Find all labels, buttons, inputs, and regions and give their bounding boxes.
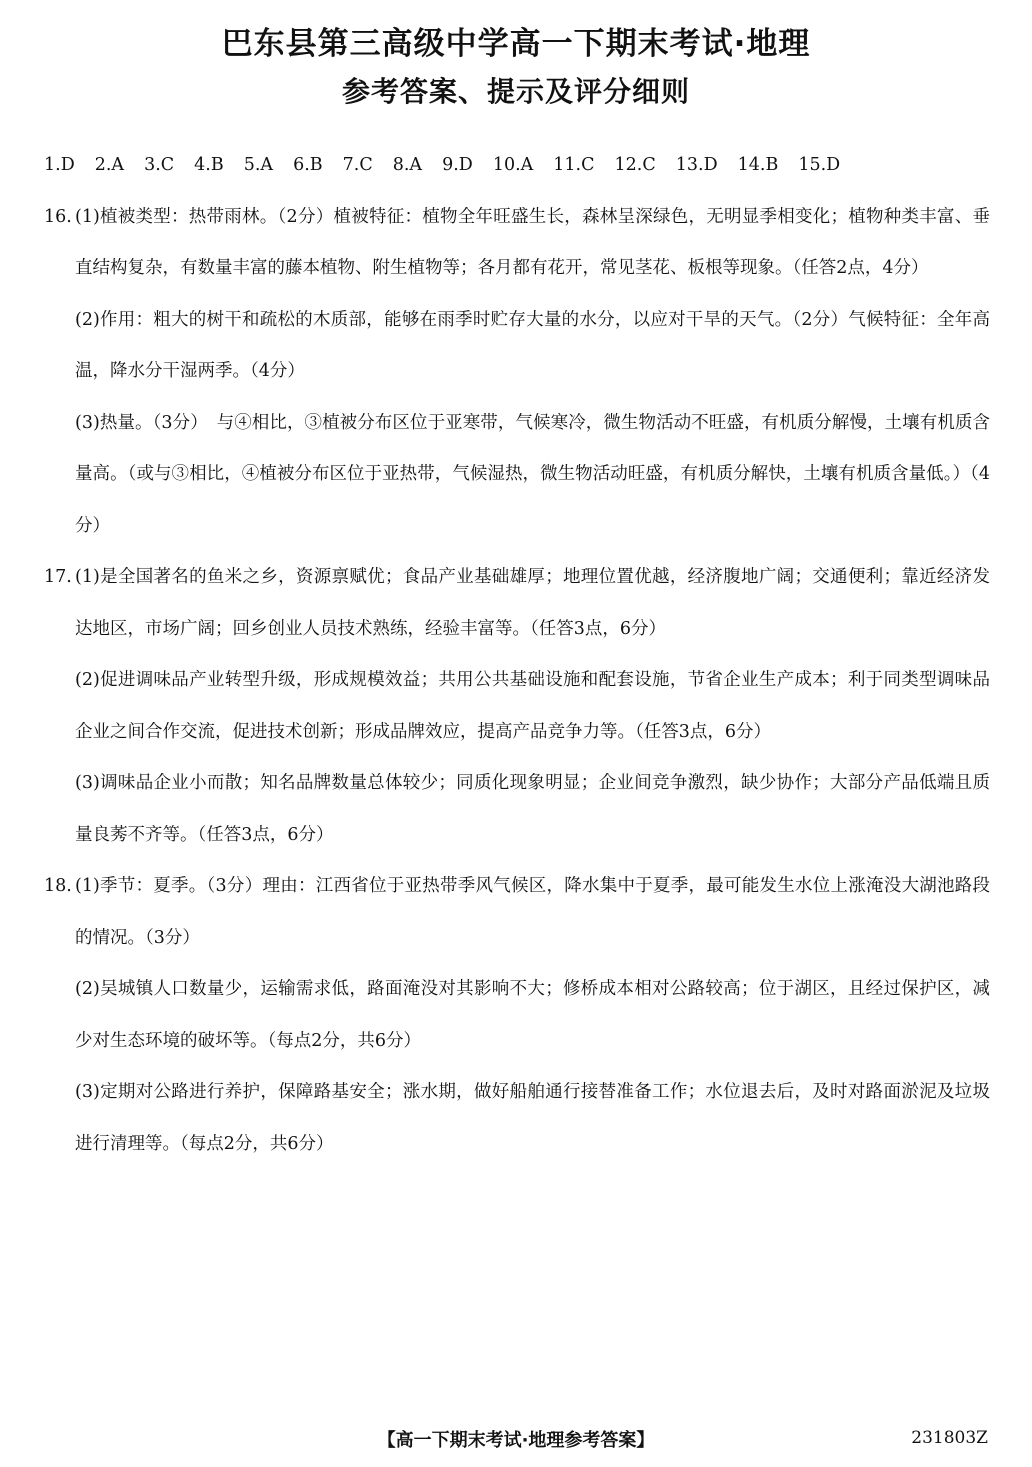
mc-answer: 10.A (492, 155, 534, 175)
question-18 (44, 861, 990, 1170)
footer-title: 【高一下期末考试·地理参考答案】 (377, 1430, 655, 1451)
mc-answer: 8.A (392, 155, 423, 175)
question-number: 18. (44, 876, 72, 896)
question-17 (44, 552, 990, 861)
question-16 (44, 192, 990, 553)
question-body (75, 861, 990, 1170)
answer-part: (3)调味品企业小而散；知名品牌数量总体较少；同质化现象明显；企业间竞争激烈，缺少协作；大部分产品低端且质量良莠不齐等。（任答3点，6分） (75, 773, 990, 845)
mc-answer: 3.C (144, 155, 175, 175)
mc-answer: 14.B (737, 155, 779, 175)
answer-part: (2)作用：粗大的树干和疏松的木质部，能够在雨季时贮存大量的水分，以应对干旱的天气。（2分）气候特征：全年高温，降水分干湿两季。（4分） (75, 309, 990, 381)
question-number: 17. (44, 567, 72, 587)
mc-answer: 11.C (553, 155, 595, 175)
mc-answer: 12.C (614, 155, 656, 175)
answer-content (44, 140, 990, 1170)
answer-part: (1)是全国著名的鱼米之乡，资源禀赋优；食品产业基础雄厚；地理位置优越，经济腹地广阔；交通便利；靠近经济发达地区，市场广阔；回乡创业人员技术熟练，经验丰富等。（任答3点，6分） (75, 567, 990, 639)
mc-answer: 6.B (293, 155, 323, 175)
mc-answer: 9.D (442, 155, 473, 175)
footer-code: 231803Z (911, 1428, 988, 1448)
mc-answer: 1.D (44, 155, 75, 175)
answer-part: (3)定期对公路进行养护，保障路基安全；涨水期，做好船舶通行接替准备工作；水位退去后，及时对路面淤泥及垃圾进行清理等。（每点2分，共6分） (75, 1082, 990, 1154)
page-title: 巴东县第三高级中学高一下期末考试·地理 (221, 26, 811, 62)
mc-answer: 15.D (798, 155, 841, 175)
mc-answer: 5.A (243, 155, 274, 175)
page-subtitle: 参考答案、提示及评分细则 (341, 75, 690, 108)
mc-answer: 13.D (675, 155, 718, 175)
answer-part: (1)植被类型：热带雨林。（2分）植被特征：植物全年旺盛生长，森林呈深绿色，无明显季相变化；植物种类丰富、垂直结构复杂，有数量丰富的藤本植物、附生植物等；各月都有花开，常见茎花、板根等现象。（任答2点，4分） (75, 206, 990, 278)
answer-part: (3)热量。（3分） 与④相比，③植被分布区位于亚寒带，气候寒冷，微生物活动不旺盛，有机质分解慢，土壤有机质含量高。（或与③相比，④植被分布区位于亚热带，气候湿热，微生物活动旺盛，有机质分解快，土壤有机质含量低。）（4分） (75, 412, 990, 536)
question-body (75, 552, 990, 861)
multiple-choice-answers (44, 140, 990, 192)
answer-part: (2)促进调味品产业转型升级，形成规模效益；共用公共基础设施和配套设施，节省企业生产成本；利于同类型调味品企业之间合作交流，促进技术创新；形成品牌效应，提高产品竞争力等。（任答3点，6分） (75, 670, 990, 742)
mc-answer: 7.C (342, 155, 373, 175)
answer-part: (1)季节：夏季。（3分）理由：江西省位于亚热带季风气候区，降水集中于夏季，最可能发生水位上涨淹没大湖池路段的情况。（3分） (75, 876, 990, 948)
question-body (75, 192, 990, 553)
mc-answer: 2.A (94, 155, 125, 175)
answer-part: (2)吴城镇人口数量少，运输需求低，路面淹没对其影响不大；修桥成本相对公路较高；位于湖区，且经过保护区，减少对生态环境的破坏等。（每点2分，共6分） (75, 979, 990, 1051)
mc-answer: 4.B (194, 155, 224, 175)
question-number: 16. (44, 206, 72, 227)
